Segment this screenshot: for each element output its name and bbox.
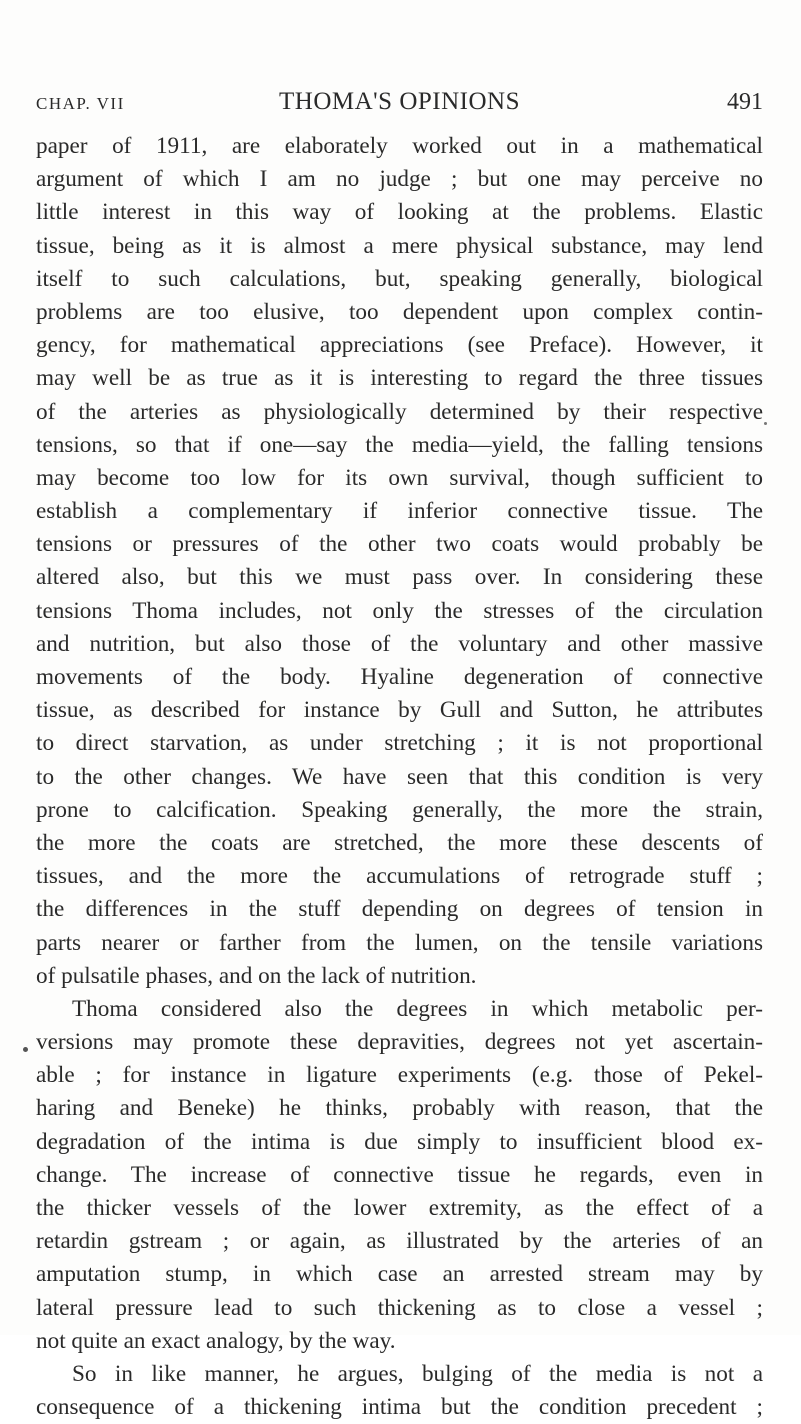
text-line: not quite an exact analogy, by the way.	[36, 1327, 396, 1354]
text-line: haring and Beneke) he thinks, probably with reason, that the	[36, 1095, 763, 1122]
paragraph-start-line: So in like manner, he argues, bulging of the media is not a	[72, 1360, 763, 1387]
text-line: versions may promote these depravities, degrees not yet ascertain-	[36, 1029, 763, 1056]
text-line: itself to such calculations, but, speaking generally, biological	[36, 265, 763, 292]
text-line: and nutrition, but also those of the voluntary and other massive	[36, 630, 763, 657]
text-line: tensions or pressures of the other two coats would probably be	[36, 531, 763, 558]
margin-mark	[23, 1047, 28, 1052]
page-number: 491	[727, 89, 763, 115]
text-line: gency, for mathematical appreciations (see Preface). However, it	[36, 332, 763, 359]
text-line: tissue, being as it is almost a mere physical substance, may lend	[36, 232, 763, 259]
text-line: of pulsatile phases, and on the lack of nutrition.	[36, 962, 477, 989]
text-line: tensions, so that if one—say the media—yield, the falling tensions	[36, 431, 763, 458]
text-line: problems are too elusive, too dependent upon complex contin-	[36, 298, 763, 325]
text-line: tensions Thoma includes, not only the stresses of the circulation	[36, 597, 763, 624]
text-line: change. The increase of connective tissue he regards, even in	[36, 1161, 763, 1188]
stray-mark	[764, 422, 767, 425]
text-line: amputation stump, in which case an arrested stream may by	[36, 1261, 763, 1288]
text-line: argument of which I am no judge ; but one may perceive no	[36, 166, 763, 193]
text-line: the more the coats are stretched, the more these descents of	[36, 829, 763, 856]
page-title: THOMA'S OPINIONS	[279, 88, 520, 115]
text-line: lateral pressure lead to such thickening as to close a vessel ;	[36, 1294, 763, 1321]
text-line: consequence of a thickening intima but the condition precedent ;	[36, 1394, 763, 1421]
text-line: the thicker vessels of the lower extremity, as the effect of a	[36, 1195, 763, 1221]
chapter-label: CHAP. VII	[36, 94, 125, 113]
text-line: to direct starvation, as under stretching ; it is not proportional	[36, 730, 763, 757]
text-line: altered also, but this we must pass over. In considering these	[36, 564, 763, 591]
running-header	[36, 88, 763, 118]
text-line: the differences in the stuff depending on degrees of tension in	[36, 896, 763, 923]
text-line: movements of the body. Hyaline degeneration of connective	[36, 664, 763, 690]
text-line: retardin gstream ; or again, as illustrated by the arteries of an	[36, 1228, 763, 1255]
text-line: may become too low for its own survival, though sufficient to	[36, 464, 763, 491]
paragraph-start-line: Thoma considered also the degrees in which metabolic per-	[72, 995, 763, 1022]
text-line: to the other changes. We have seen that this condition is very	[36, 763, 763, 790]
text-line: degradation of the intima is due simply to insufficient blood ex-	[36, 1128, 763, 1155]
text-line: paper of 1911, are elaborately worked out in a mathematical	[36, 133, 763, 159]
text-line: parts nearer or farther from the lumen, on the tensile variations	[36, 929, 763, 956]
text-line: prone to calcification. Speaking generally, the more the strain,	[36, 796, 763, 823]
text-line: little interest in this way of looking at the problems. Elastic	[36, 199, 763, 226]
text-line: may well be as true as it is interesting to regard the three tissues	[36, 365, 763, 392]
text-line: tissues, and the more the accumulations of retrograde stuff ;	[36, 863, 763, 890]
body-text	[36, 130, 763, 1424]
text-line: of the arteries as physiologically determined by their respective	[36, 398, 763, 425]
text-line: tissue, as described for instance by Gull and Sutton, he attributes	[36, 697, 763, 724]
text-line: establish a complementary if inferior connective tissue. The	[36, 498, 763, 525]
text-line: able ; for instance in ligature experiments (e.g. those of Pekel-	[36, 1062, 763, 1089]
